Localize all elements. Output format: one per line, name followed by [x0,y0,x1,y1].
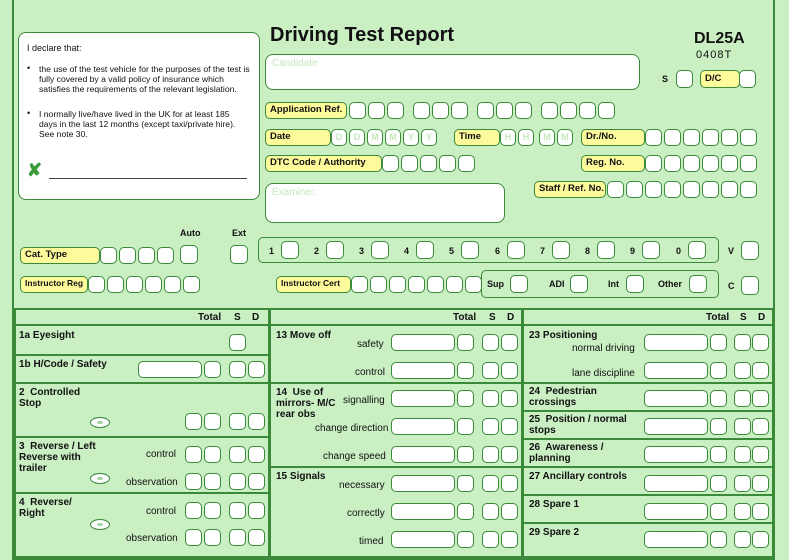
row-27-total[interactable] [644,475,708,492]
number-label: 8 [585,246,591,256]
row-15-correctly-box[interactable] [457,503,474,520]
row-13-safety-d[interactable] [501,334,518,351]
row-3-control-label: control [146,449,177,460]
row-2-box[interactable] [185,413,202,430]
col1-s-header: S [234,312,241,323]
row-25-total[interactable] [644,418,708,435]
number-label: 5 [449,246,455,256]
row-27-d[interactable] [752,475,769,492]
bullet-dot: • [27,63,31,73]
row-25-s[interactable] [734,418,751,435]
row-25-box[interactable] [710,418,727,435]
row-23-lane-d[interactable] [752,362,769,379]
instructor-cert-label: Instructor Cert [276,276,351,293]
row-4-control-box[interactable] [204,502,221,519]
row-15-correctly-label: correctly [347,508,385,519]
divider [16,354,268,356]
row-25-label: 25 Position / normal stops [529,414,627,436]
row-15-timed-s[interactable] [482,531,499,548]
row-2-d-box[interactable] [248,413,265,430]
row-24-s[interactable] [734,390,751,407]
row-23-normal-box[interactable] [710,334,727,351]
row-24-d[interactable] [752,390,769,407]
row-29-s[interactable] [734,531,751,548]
row-28-d[interactable] [752,503,769,520]
faults-column-2 [269,308,523,558]
row-26-total[interactable] [644,446,708,463]
row-14-label: 14 Use of mirrors- M/C rear obs [276,387,336,420]
auto-label: Auto [180,228,201,238]
row-1b-total[interactable] [138,361,202,378]
adi-label: ADI [549,279,565,289]
divider [16,324,268,326]
sup-label: Sup [487,279,504,289]
row-15-necessary-box[interactable] [457,475,474,492]
divider [16,382,268,384]
row-1a-label: 1a Eyesight [19,330,75,341]
dr-no-label: Dr./No. [581,129,645,146]
time-ghost: H [504,132,512,142]
faults-column-1 [14,308,270,558]
row-3-oval[interactable] [90,473,110,484]
time-label: Time [454,129,500,146]
instructor-reg-label: Instructor Reg [20,276,88,293]
number-label: 6 [495,246,501,256]
row-29-box[interactable] [710,531,727,548]
row-23-normal-label: normal driving [572,343,635,354]
row-15-necessary-d[interactable] [501,475,518,492]
v-label: V [728,246,735,256]
row-3-observation-box[interactable] [185,473,202,490]
number-label: 1 [269,246,275,256]
row-2-label: 2 Controlled Stop [19,387,81,409]
divider [271,466,521,468]
row-14-change-direction-total[interactable] [391,418,455,435]
row-14-change-direction-box[interactable] [457,418,474,435]
row-27-box[interactable] [710,475,727,492]
row-24-box[interactable] [710,390,727,407]
row-14-change-speed-s[interactable] [482,446,499,463]
date-label: Date [265,129,331,146]
row-23-lane-box[interactable] [710,362,727,379]
divider [524,466,772,468]
row-1b-label: 1b H/Code / Safety [19,359,107,370]
row-1b-s-box[interactable] [229,361,246,378]
row-23-normal-d[interactable] [752,334,769,351]
row-15-timed-d[interactable] [501,531,518,548]
row-25-d[interactable] [752,418,769,435]
date-ghost: M [371,132,379,142]
row-3-control-box[interactable] [204,446,221,463]
col1-total-header: Total [198,312,222,323]
row-13-control-label: control [355,367,386,378]
row-3-observation-label: observation [126,477,178,488]
row-13-safety-label: safety [357,339,384,350]
row-3-observation-s[interactable] [229,473,246,490]
other-label: Other [658,279,683,289]
number-label: 9 [630,246,636,256]
row-29-d[interactable] [752,531,769,548]
row-23-normal-total[interactable] [644,334,708,351]
date-ghost: D [335,132,343,142]
oval-dot [97,421,103,424]
time-ghost: M [561,132,569,142]
row-3-observation-d[interactable] [248,473,265,490]
time-ghost: H [522,132,530,142]
row-14-change-direction-s[interactable] [482,418,499,435]
date-ghost: D [353,132,361,142]
row-28-total[interactable] [644,503,708,520]
row-28-box[interactable] [710,503,727,520]
row-4-observation-label: observation [126,533,178,544]
row-15-label: 15 Signals [276,471,326,482]
row-4-control-s[interactable] [229,502,246,519]
row-13-control-d[interactable] [501,362,518,379]
row-29-total[interactable] [644,531,708,548]
divider [271,382,521,384]
divider [271,324,521,326]
row-3-control-box[interactable] [185,446,202,463]
form-code: DL25A [694,30,745,47]
declaration-residency: I normally live/have lived in the UK for at least 185 days in the last 12 months (except taxi/private hire). See note 30. [39,109,236,139]
row-14-change-speed-box[interactable] [457,446,474,463]
row-15-correctly-total[interactable] [391,503,455,520]
row-14-change-speed-d[interactable] [501,446,518,463]
s-label: S [662,74,669,84]
row-14-change-speed-total[interactable] [391,446,455,463]
col3-total-header: Total [706,312,730,323]
row-14-signalling-total[interactable] [391,390,455,407]
candidate-placeholder: Candidate [272,58,318,69]
col2-s-header: S [489,312,496,323]
row-1a-d-box[interactable] [229,334,246,351]
row-13-safety-s[interactable] [482,334,499,351]
row-3-control-s[interactable] [229,446,246,463]
row-14-signalling-s[interactable] [482,390,499,407]
row-23-label: 23 Positioning [529,330,598,341]
row-13-safety-box[interactable] [457,334,474,351]
col2-total-header: Total [453,312,477,323]
row-23-lane-total[interactable] [644,362,708,379]
declaration-insurance: the use of the test vehicle for the purposes of the test is fully covered by a valid policy of insurance which satisfies the requirements of the relevant legislation. [39,64,250,94]
row-3-control-d[interactable] [248,446,265,463]
row-14-signalling-d[interactable] [501,390,518,407]
application-ref-label: Application Ref. [265,102,347,119]
col3-d-header: D [758,312,766,323]
declaration-heading: I declare that: [27,43,82,53]
date-ghost: M [389,132,397,142]
examiner-placeholder: Examiner: [272,187,318,198]
row-4-control-box[interactable] [185,502,202,519]
date-ghost: Y [425,132,432,142]
row-1b-box[interactable] [204,361,221,378]
row-1b-d-box[interactable] [248,361,265,378]
divider [16,436,268,438]
row-14-change-speed-label: change speed [323,451,386,462]
divider [524,410,772,412]
number-label: 0 [676,246,682,256]
oval-dot [97,523,103,526]
signature-cross-icon: ✘ [27,160,43,180]
row-24-total[interactable] [644,390,708,407]
col2-d-header: D [507,312,515,323]
row-4-label: 4 Reverse/ Right [19,497,72,519]
dc-label: D/C [700,70,740,88]
row-4-observation-d[interactable] [248,529,265,546]
row-4-observation-box[interactable] [204,529,221,546]
number-label: 2 [314,246,320,256]
row-15-correctly-s[interactable] [482,503,499,520]
divider [524,522,772,524]
date-ghost: Y [407,132,414,142]
row-4-control-label: control [146,506,177,517]
row-13-control-total[interactable] [391,362,455,379]
row-2-s-box[interactable] [229,413,246,430]
dtc-code-label: DTC Code / Authority [265,155,382,172]
divider [524,382,772,384]
cat-type-label: Cat. Type [20,247,100,264]
row-23-lane-s[interactable] [734,362,751,379]
row-14-signalling-box[interactable] [457,390,474,407]
row-15-correctly-d[interactable] [501,503,518,520]
row-28-s[interactable] [734,503,751,520]
row-4-control-d[interactable] [248,502,265,519]
form-version: 0408T [696,49,733,61]
oval-dot [97,477,103,480]
row-15-timed-total[interactable] [391,531,455,548]
row-2-box[interactable] [204,413,221,430]
col1-d-header: D [252,312,260,323]
c-label: C [728,281,735,291]
row-26-label: 26 Awareness / planning [529,442,604,464]
row-28-label: 28 Spare 1 [529,499,580,510]
int-label: Int [608,279,619,289]
row-23-normal-s[interactable] [734,334,751,351]
row-13-control-s[interactable] [482,362,499,379]
row-3-observation-box[interactable] [204,473,221,490]
row-15-necessary-total[interactable] [391,475,455,492]
row-26-d[interactable] [752,446,769,463]
col3-s-header: S [740,312,747,323]
divider [16,492,268,494]
row-29-label: 29 Spare 2 [529,527,580,538]
number-label: 7 [540,246,546,256]
row-15-necessary-label: necessary [339,480,385,491]
divider [524,324,772,326]
divider [524,438,772,440]
faults-column-3 [522,308,774,558]
row-14-change-direction-d[interactable] [501,418,518,435]
row-13-safety-total[interactable] [391,334,455,351]
row-23-lane-label: lane discipline [572,368,635,379]
row-15-timed-box[interactable] [457,531,474,548]
number-label: 4 [404,246,410,256]
row-15-timed-label: timed [359,536,384,547]
row-14-signalling-label: signalling [343,395,385,406]
row-3-label: 3 Reverse / Left Reverse with trailer [19,441,96,474]
row-13-control-box[interactable] [457,362,474,379]
row-26-s[interactable] [734,446,751,463]
bullet-dot: • [27,108,31,118]
row-4-observation-box[interactable] [185,529,202,546]
row-2-oval[interactable] [90,417,110,428]
row-15-necessary-s[interactable] [482,475,499,492]
row-4-oval[interactable] [90,519,110,530]
row-4-observation-s[interactable] [229,529,246,546]
row-13-label: 13 Move off [276,330,332,341]
reg-no-label: Reg. No. [581,155,645,172]
row-27-s[interactable] [734,475,751,492]
staff-ref-label: Staff / Ref. No. [534,181,606,198]
ext-label: Ext [232,228,247,238]
form-title: Driving Test Report [270,24,455,46]
row-27-label: 27 Ancillary controls [529,471,627,482]
row-14-change-direction-label: change direction [315,423,389,434]
row-26-box[interactable] [710,446,727,463]
number-label: 3 [359,246,365,256]
divider [524,494,772,496]
time-ghost: M [543,132,551,142]
row-24-label: 24 Pedestrian crossings [529,386,597,408]
